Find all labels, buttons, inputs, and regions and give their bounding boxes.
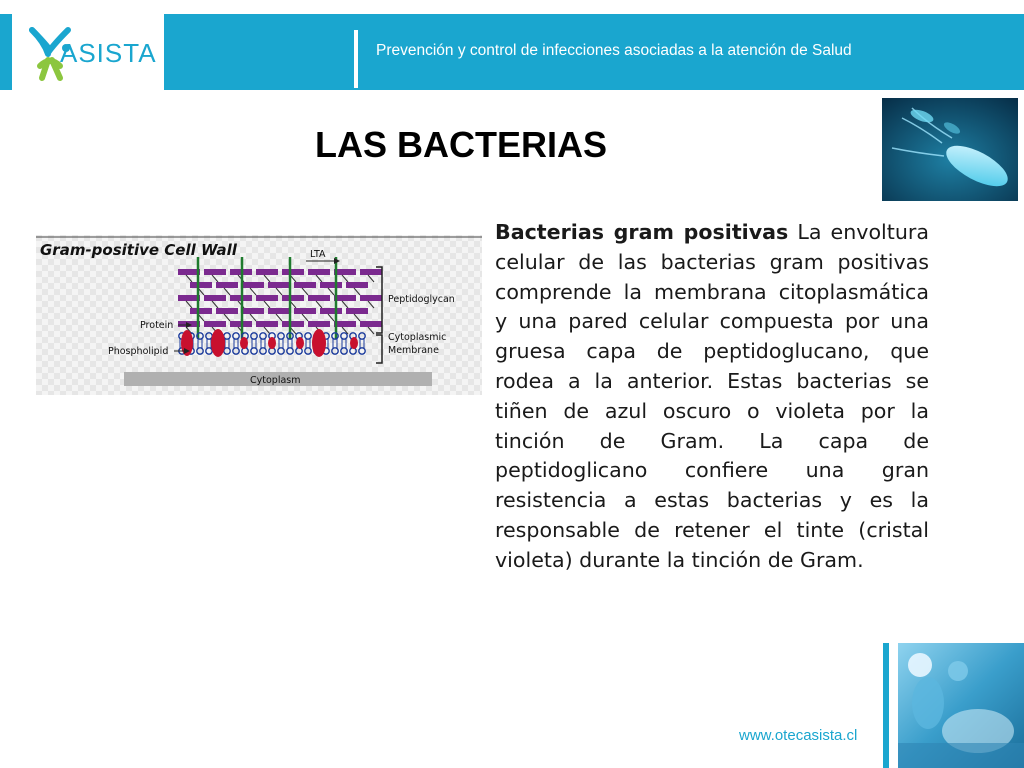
header-tagline: Prevención y control de infecciones asociadas a la atención de Salud (376, 42, 852, 59)
body-paragraph (495, 218, 929, 576)
header-left-accent (0, 14, 12, 90)
bacteria-photo (882, 98, 1018, 201)
diagram-title: Gram-positive Cell Wall (40, 241, 237, 259)
body-lead: Bacterias gram positivas (495, 220, 789, 244)
label-phospholipid: Phospholipid (108, 346, 169, 357)
header-divider (354, 30, 358, 88)
label-cytoplasmic: Cytoplasmic (388, 332, 447, 343)
footer-url[interactable]: www.otecasista.cl (739, 727, 858, 744)
logo-area (12, 14, 164, 90)
slide-title: LAS BACTERIAS (315, 124, 608, 165)
surgery-photo (898, 643, 1024, 768)
label-cytoplasm: Cytoplasm (250, 375, 301, 386)
label-lta: LTA (310, 249, 326, 260)
logo-text: ASISTA (60, 38, 157, 68)
label-peptidoglycan: Peptidoglycan (388, 294, 455, 305)
label-protein: Protein (140, 320, 174, 331)
label-membrane: Membrane (388, 345, 439, 356)
footer-accent (883, 643, 889, 768)
gram-positive-diagram (36, 235, 482, 395)
body-rest: La envoltura celular de las bacterias gram positivas comprende la membrana citoplasmática y una pared celular compuesta por una gruesa capa de peptidoglucano, que rodea a la anterior. Estas bacterias se tiñen de azul oscuro o violeta por la tinción de Gram. La capa de peptidoglicano confiere una gran resistencia a estas bacterias y es la responsable de retener el tinte (cristal violeta) durante la tinción de Gram. (495, 220, 929, 572)
